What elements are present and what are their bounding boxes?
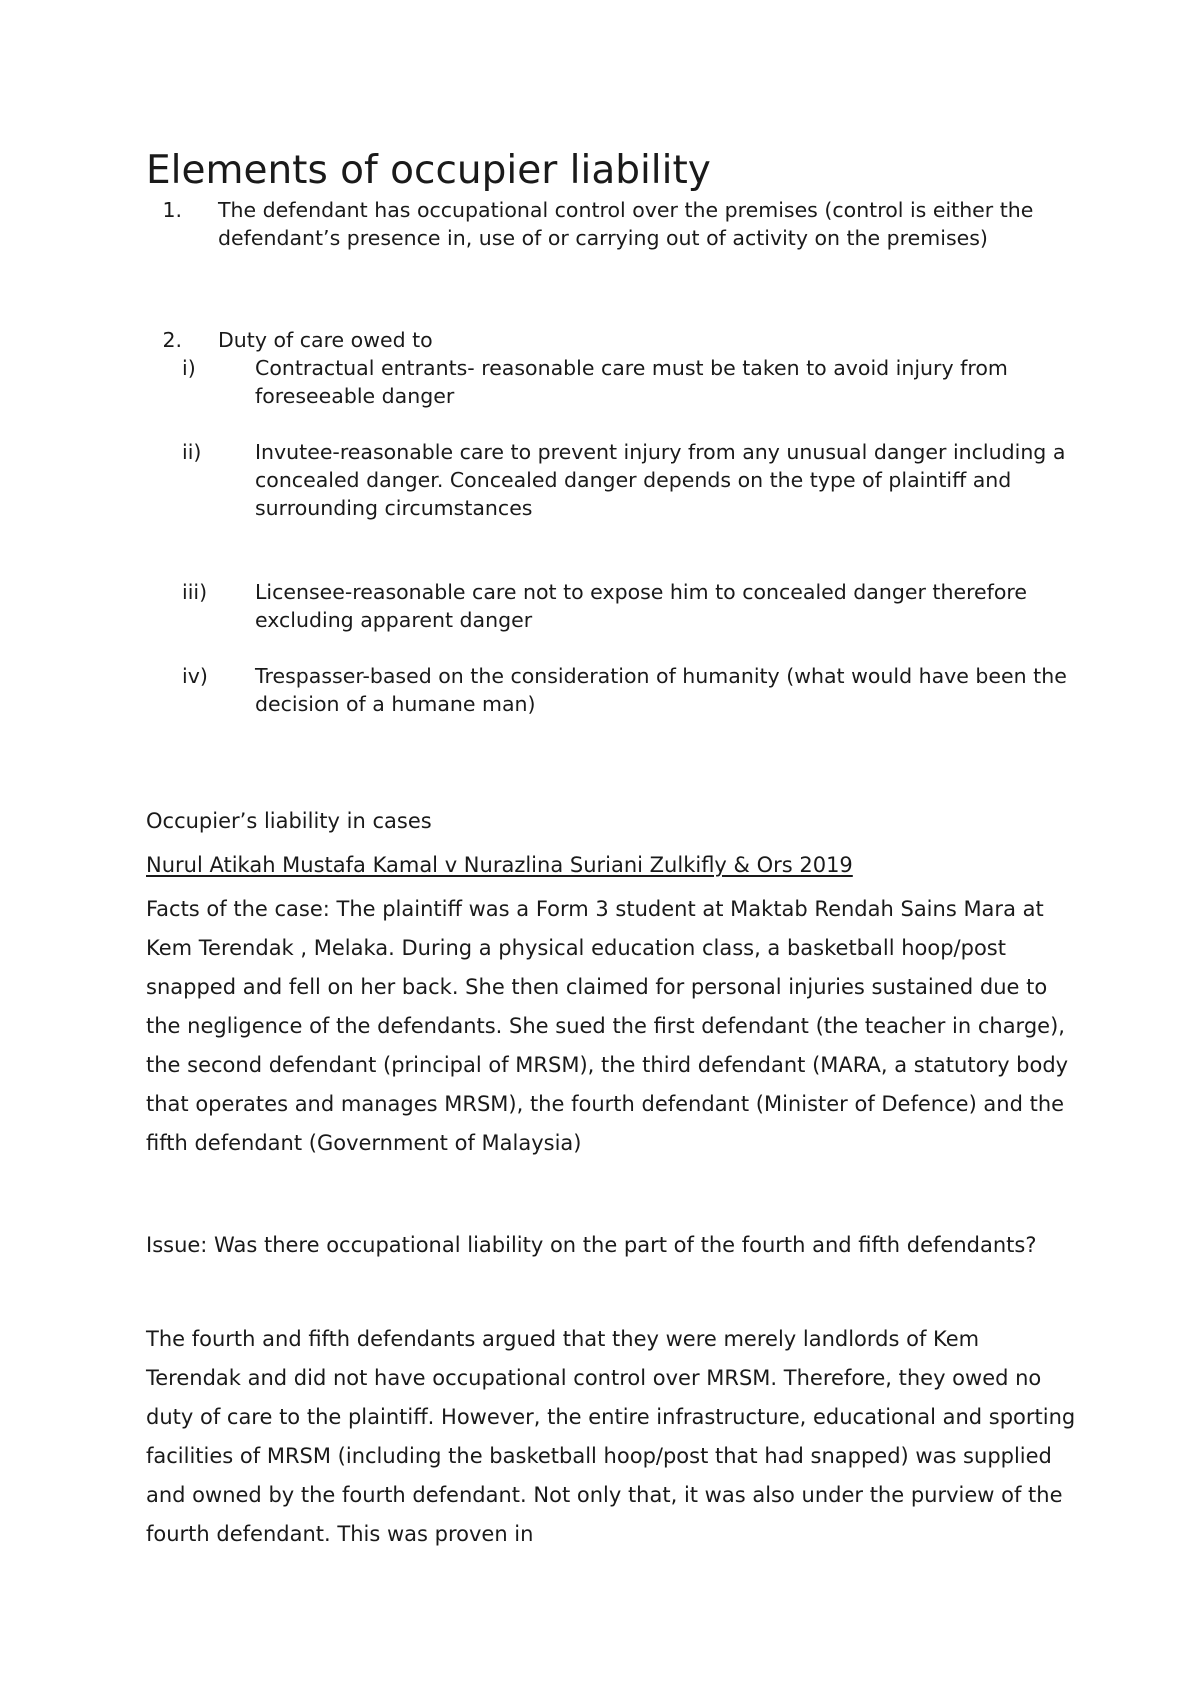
duty-item-invitee xyxy=(182,438,1076,524)
list-item-text: Duty of care owed to xyxy=(218,328,433,352)
numbered-item-1 xyxy=(146,196,1076,282)
duty-item-contractual-entrants xyxy=(182,354,1076,412)
duty-item-trespasser xyxy=(182,662,1076,720)
list-item-text: Invutee-reasonable care to prevent injury from any unusual danger including a concealed danger. Concealed danger depends on the type of plaintiff and surrounding circumstances xyxy=(255,440,1066,520)
facts-paragraph: Facts of the case: The plaintiff was a Form 3 student at Maktab Rendah Sains Mara at Kem Terendak , Melaka. During a physical education class, a basketball hoop/post snapped and fell on her back. She then claimed for personal injuries sustained due to the negligence of the defendants. She sued the first defendant (the teacher in charge), the second defendant (principal of MRSM), the third defendant (MARA, a statutory body that operates and manages MRSM), the fourth defendant (Minister of Defence) and the fifth defendant (Government of Malaysia) xyxy=(146,897,1069,1155)
argument-paragraph: The fourth and fifth defendants argued that they were merely landlords of Kem Terendak and did not have occupational control over MRSM. Therefore, they owed no duty of care to the plaintiff. However, the entire infrastructure, educational and sporting facilities of MRSM (including the basketball hoop/post that had snapped) was supplied and owned by the fourth defendant. Not only that, it was also under the purview of the fourth defendant. This was proven in xyxy=(146,1327,1076,1546)
section-heading: Occupier’s liability in cases xyxy=(146,809,432,833)
list-marker: 2. xyxy=(162,328,182,352)
list-item-text: Trespasser-based on the consideration of humanity (what would have been the decision of a humane man) xyxy=(255,664,1067,716)
page-title: Elements of occupier liability xyxy=(146,148,711,193)
list-item-text: The defendant has occupational control over the premises (control is either the defendant’s presence in, use of or carrying out of activity on the premises) xyxy=(218,198,1034,250)
list-item-text: Contractual entrants- reasonable care must be taken to avoid injury from foreseeable danger xyxy=(255,356,1008,408)
issue-paragraph: Issue: Was there occupational liability on the part of the fourth and fifth defendants? xyxy=(146,1233,1037,1257)
list-item-text: Licensee-reasonable care not to expose him to concealed danger therefore excluding apparent danger xyxy=(255,580,1028,632)
duty-item-licensee xyxy=(182,578,1076,636)
list-marker: iii) xyxy=(182,580,208,604)
numbered-item-2 xyxy=(146,326,1076,356)
list-marker: 1. xyxy=(162,198,182,222)
list-marker: i) xyxy=(182,356,196,380)
list-marker: iv) xyxy=(182,664,208,688)
list-marker: ii) xyxy=(182,440,202,464)
case-title: Nurul Atikah Mustafa Kamal v Nurazlina Suriani Zulkifly & Ors 2019 xyxy=(146,853,853,877)
